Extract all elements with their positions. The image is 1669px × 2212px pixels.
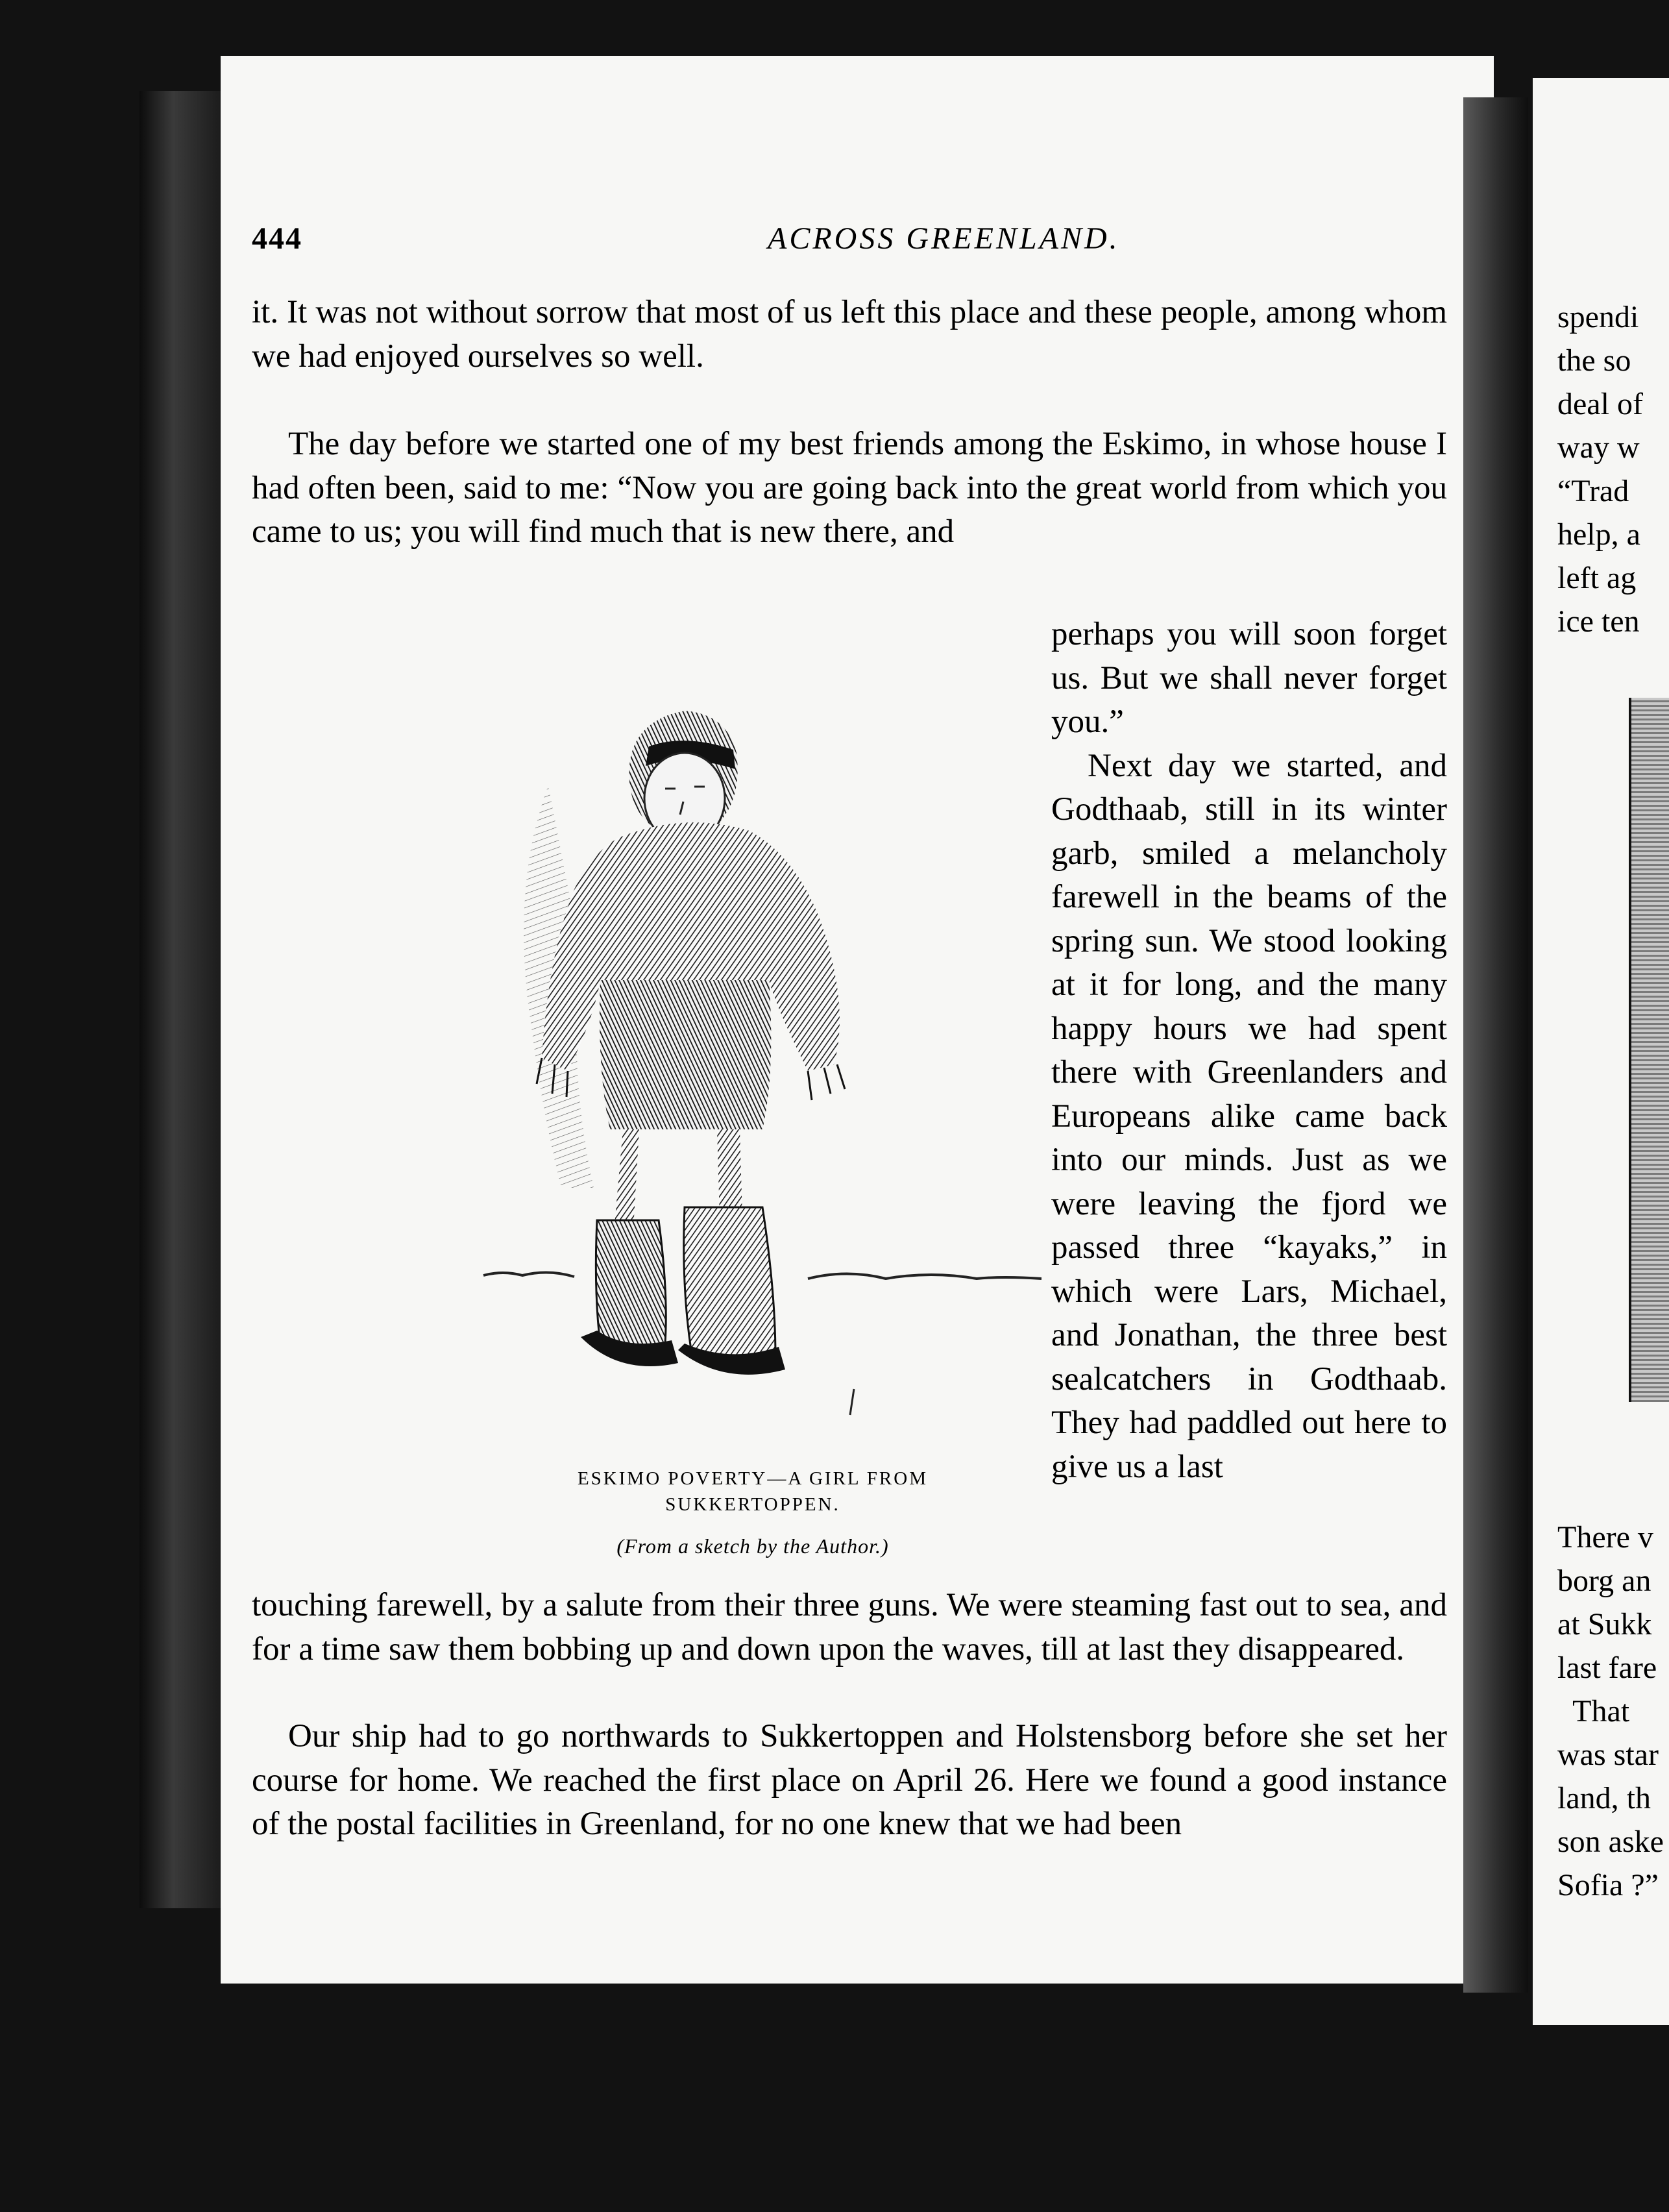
eskimo-girl-illustration [470, 617, 1042, 1467]
page-number: 444 [252, 221, 302, 256]
right-page-text-bottom: There v borg an at Sukk last fare That was star land, th son aske Sofia ?” [1557, 1520, 1664, 1902]
figure-caption-line-1: ESKIMO POVERTY—A GIRL FROM [577, 1468, 929, 1489]
right-page-text-top: spendi the so deal of way w “Trad help, a left ag ice ten [1557, 300, 1643, 639]
running-header [252, 221, 1173, 273]
sketch-drawing [470, 617, 1042, 1467]
paragraph-1: it. It was not without sorrow that most of us left this place and these people, among whom we had enjoyed ourselves so well. [252, 294, 1447, 375]
paragraph-2: The day before we started one of my best friends among the Eskimo, in whose house I had often been, said to me: “Now you are going back into the great world from which you came to us; you will find much that is new there, and [252, 426, 1447, 550]
figure-credit: (From a sketch by the Author.) [616, 1534, 889, 1558]
text-column-beside-figure [1051, 613, 1447, 1489]
column-paragraph-2: Next day we started, and Godthaab, still in its winter garb, smiled a melancholy farewell in the beams of the spring sun. We stood looking at it for long, and the many happy hours we had spent there with Greenlanders and Europeans alike came back into our minds. Just as we were leaving the fjord we passed three “kayaks,” in which were Lars, Michael, and Jonathan, the three best sealcatchers in Godthaab. They had paddled out here to give us a last [1051, 747, 1447, 1485]
column-paragraph-1: perhaps you will soon forget us. But we shall never forget you.” [1051, 616, 1447, 740]
right-page-illustration-edge [1629, 698, 1669, 1402]
paragraph-4: Our ship had to go northwards to Sukkertoppen and Holstensborg before she set her course for home. We reached the first place on April 26. Here we found a good instance of the postal facilities in Greenland, for no one knew that we had been [252, 1718, 1447, 1842]
book-spine-shadow [140, 91, 224, 1908]
figure-caption-line-2: SUKKERTOPPEN. [665, 1494, 840, 1515]
page-gutter-shadow [1463, 97, 1528, 1993]
running-title: ACROSS GREENLAND. [768, 221, 1120, 256]
paragraph-3: touching farewell, by a salute from their three guns. We were steaming fast out to sea, and for a time saw them bobbing up and down upon the waves, till at last they disappeared. [252, 1587, 1447, 1667]
